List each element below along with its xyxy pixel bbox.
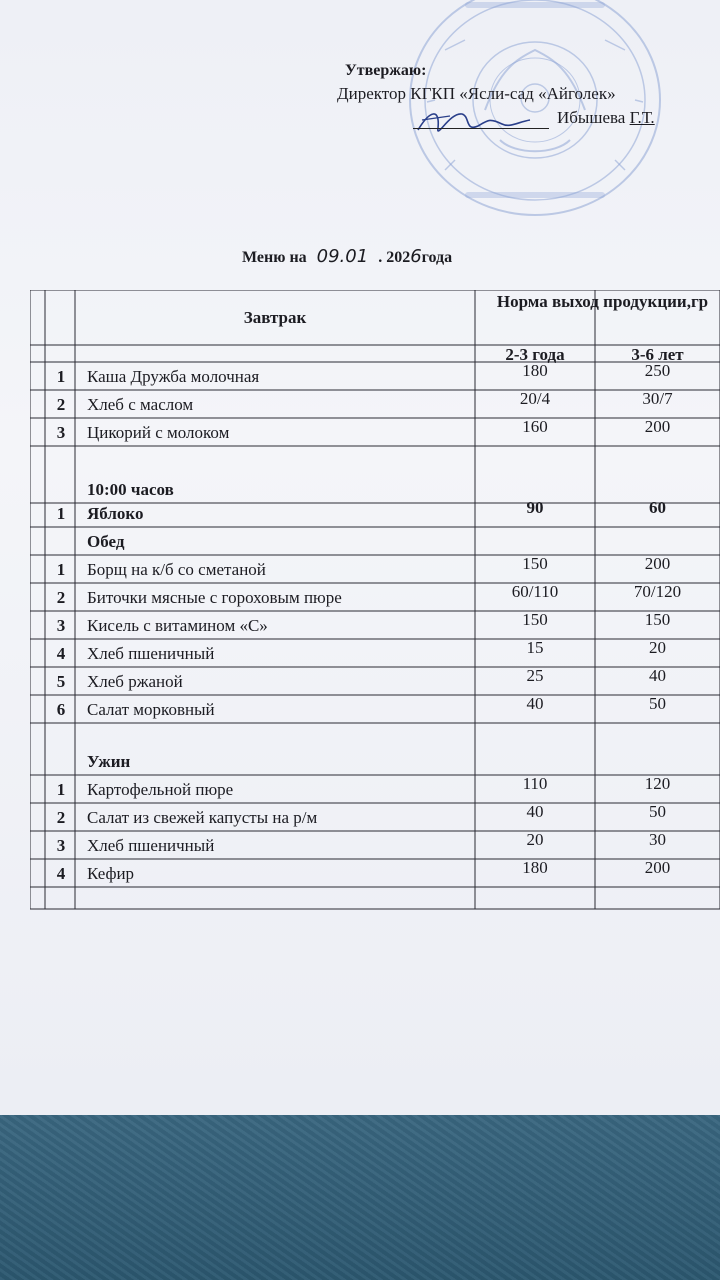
row-number: 5 bbox=[56, 672, 66, 691]
dish-name: Борщ на к/б со сметаной bbox=[87, 560, 266, 579]
handwritten-signature bbox=[410, 100, 550, 142]
section-title: Ужин bbox=[87, 752, 131, 771]
approval-initials: Г.Т. bbox=[629, 108, 655, 127]
dish-name: Хлеб с маслом bbox=[87, 395, 194, 414]
portion-2-3: 15 bbox=[526, 638, 544, 657]
portion-3-6: 40 bbox=[649, 666, 666, 685]
portion-2-3: 150 bbox=[522, 610, 548, 629]
header-meal: Завтрак bbox=[243, 308, 307, 327]
portion-2-3: 150 bbox=[522, 554, 548, 573]
menu-table bbox=[30, 290, 720, 920]
portion-2-3: 110 bbox=[522, 774, 548, 793]
row-number: 1 bbox=[56, 504, 66, 523]
portion-3-6: 20 bbox=[649, 638, 666, 657]
row-number: 2 bbox=[56, 808, 66, 827]
row-number: 1 bbox=[56, 560, 66, 579]
row-number: 2 bbox=[56, 588, 66, 607]
portion-3-6: 250 bbox=[644, 361, 671, 380]
approval-title: Утвержаю: bbox=[345, 62, 427, 79]
menu-date-handwritten: 09.01 bbox=[316, 246, 369, 267]
dish-name: Биточки мясные с гороховым пюре bbox=[87, 588, 342, 607]
portion-2-3: 20 bbox=[526, 830, 544, 849]
section-title: 10:00 часов bbox=[87, 480, 174, 499]
portion-2-3: 60/110 bbox=[511, 582, 559, 601]
dish-name: Хлеб пшеничный bbox=[87, 836, 215, 855]
portion-3-6: 50 bbox=[649, 694, 666, 713]
dish-name: Хлеб ржаной bbox=[87, 672, 183, 691]
portion-3-6: 200 bbox=[644, 554, 671, 573]
portion-3-6: 60 bbox=[649, 498, 666, 517]
row-number: 4 bbox=[56, 864, 66, 883]
approval-name bbox=[557, 108, 655, 128]
dish-name: Каша Дружба молочная bbox=[87, 367, 260, 386]
portion-3-6: 30/7 bbox=[642, 389, 673, 408]
portion-3-6: 150 bbox=[644, 610, 671, 629]
dish-name: Яблоко bbox=[87, 504, 144, 523]
menu-prefix: Меню на bbox=[242, 249, 307, 266]
dish-name: Хлеб пшеничный bbox=[87, 644, 215, 663]
row-number: 1 bbox=[56, 367, 66, 386]
portion-2-3: 90 bbox=[526, 498, 544, 517]
menu-dot: . bbox=[378, 249, 383, 266]
desk-background bbox=[0, 1115, 720, 1280]
portion-2-3: 180 bbox=[522, 858, 548, 877]
menu-title bbox=[242, 246, 452, 267]
header-norm: Норма выход продукции,гр bbox=[496, 292, 709, 311]
portion-2-3: 20/4 bbox=[519, 389, 551, 408]
row-number: 6 bbox=[56, 700, 66, 719]
portion-2-3: 40 bbox=[526, 802, 544, 821]
menu-year: 2026года bbox=[386, 246, 453, 267]
portion-2-3: 160 bbox=[522, 417, 548, 436]
dish-name: Картофельной пюре bbox=[87, 780, 234, 799]
row-number: 3 bbox=[56, 836, 66, 855]
approval-surname: Ибышева bbox=[557, 108, 626, 127]
portion-3-6: 30 bbox=[649, 830, 666, 849]
row-number: 1 bbox=[56, 780, 66, 799]
row-number: 2 bbox=[56, 395, 66, 414]
portion-3-6: 120 bbox=[644, 774, 671, 793]
row-number: 4 bbox=[56, 644, 66, 663]
row-number: 3 bbox=[56, 423, 66, 442]
portion-3-6: 50 bbox=[649, 802, 666, 821]
portion-2-3: 25 bbox=[526, 666, 544, 685]
dish-name: Кефир bbox=[87, 864, 135, 883]
portion-2-3: 40 bbox=[526, 694, 544, 713]
portion-3-6: 70/120 bbox=[633, 582, 682, 601]
section-title: Обед bbox=[87, 532, 125, 551]
dish-name: Салат из свежей капусты на р/м bbox=[87, 808, 318, 827]
header-age-2-3: 2-3 года bbox=[505, 345, 565, 364]
portion-3-6: 200 bbox=[644, 417, 671, 436]
dish-name: Кисель с витамином «С» bbox=[87, 616, 268, 635]
signature-line bbox=[413, 128, 549, 129]
row-number: 3 bbox=[56, 616, 66, 635]
dish-name: Салат морковный bbox=[87, 700, 215, 719]
portion-2-3: 180 bbox=[522, 361, 548, 380]
approval-director: Директор КГКП «Ясли-сад «Айголек» bbox=[337, 84, 616, 103]
header-age-3-6: 3-6 лет bbox=[631, 345, 684, 364]
portion-3-6: 200 bbox=[644, 858, 671, 877]
dish-name: Цикорий с молоком bbox=[87, 423, 230, 442]
